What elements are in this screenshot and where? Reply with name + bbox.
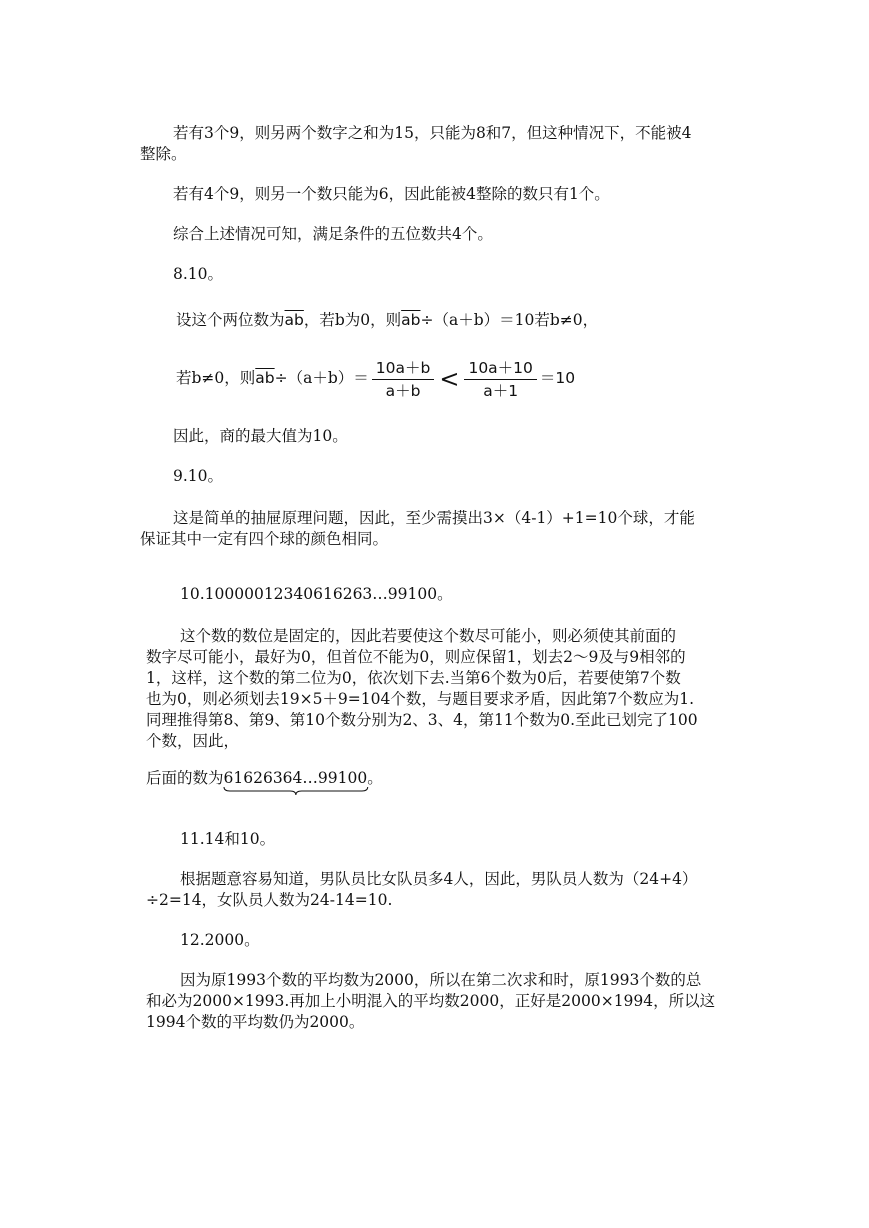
paragraph-line: 整除。 [140,145,187,163]
fraction [372,359,435,400]
fraction-denominator: a＋b [385,381,421,400]
answer-heading: 9.10。 [173,467,224,485]
formula-text: ，若b为0，则 [303,311,402,329]
paragraph-line: 数字尽可能小，最好为0，但首位不能为0，则应保留1，划去2～9及与9相邻的 [146,648,686,666]
paragraph-line: 若有4个9，则另一个数只能为6，因此能被4整除的数只有1个。 [173,185,610,203]
fraction [464,359,536,400]
overline-ab: $\overline{ab}$ [284,311,304,329]
underbrace-icon [224,787,368,796]
paragraph-line: 这个数的数位是固定的，因此若要使这个数尽可能小，则必须使其前面的 [180,627,677,645]
paragraph-line: 若有3个9，则另两个数字之和为15，只能为8和7，但这种情况下，不能被4 [173,124,692,142]
paragraph-line: 保证其中一定有四个球的颜色相同。 [140,530,389,548]
underbraced-number [224,768,368,789]
paragraph-line: 这是简单的抽屉原理问题，因此，至少需摸出3×（4-1）+1=10个球，才能 [173,509,695,527]
formula-text: 。 [367,769,383,787]
paragraph-line: 1994个数的平均数仍为2000。 [146,1013,365,1031]
answer-heading: 11.14和10。 [180,830,276,848]
formula-text: 后面的数为 [146,769,224,787]
formula-text: 设这个两位数为 [176,311,285,329]
formula-line-2 [176,356,575,400]
paragraph-line: 根据题意容易知道，男队员比女队员多4人，因此，男队员人数为（24+4） [180,870,698,888]
paragraph-line: 同理推得第8、第9、第10个数分别为2、3、4，第11个数为0.至此已划完了100 [146,711,698,729]
less-than-sign: < [439,365,460,393]
answer-heading: 12.2000。 [180,931,260,949]
fraction-denominator: a＋1 [483,381,519,400]
paragraph-line: 也为0，则必须划去19×5＋9=104个数，与题目要求矛盾，因此第7个数应为1. [146,690,695,708]
formula-text: ÷（a＋b）＝ [274,369,369,387]
paragraph-line: 因此，商的最大值为10。 [173,427,348,445]
formula-text: ÷（a＋b）＝10若b≠0， [420,311,599,329]
number-text: 61626364…99100 [223,769,368,787]
paragraph-line: ÷2=14，女队员人数为24-14=10. [146,891,393,909]
formula-text: ＝10 [539,369,576,387]
paragraph-line: 和必为2000×1993.再加上小明混入的平均数2000，正好是2000×1994，所以这 [146,992,716,1010]
paragraph-line [146,768,383,789]
formula-line-1 [176,310,598,331]
formula-text: 若b≠0，则 [176,369,256,387]
paragraph-line: 综合上述情况可知，满足条件的五位数共4个。 [173,225,493,243]
answer-heading: 10.10000012340616263…99100。 [180,585,453,603]
overline-ab: $\overline{ab}$ [401,311,421,329]
paragraph-line: 因为原1993个数的平均数为2000，所以在第二次求和时，原1993个数的总 [180,971,702,989]
fraction-numerator: 10a＋b [372,359,435,380]
answer-heading: 8.10。 [173,265,224,283]
fraction-numerator: 10a＋10 [464,359,536,380]
paragraph-line: 1，这样，这个数的第二位为0，依次划下去.当第6个数为0后，若要使第7个数 [146,669,681,687]
overline-ab: $\overline{ab}$ [255,369,275,387]
paragraph-line: 个数，因此， [146,732,240,750]
